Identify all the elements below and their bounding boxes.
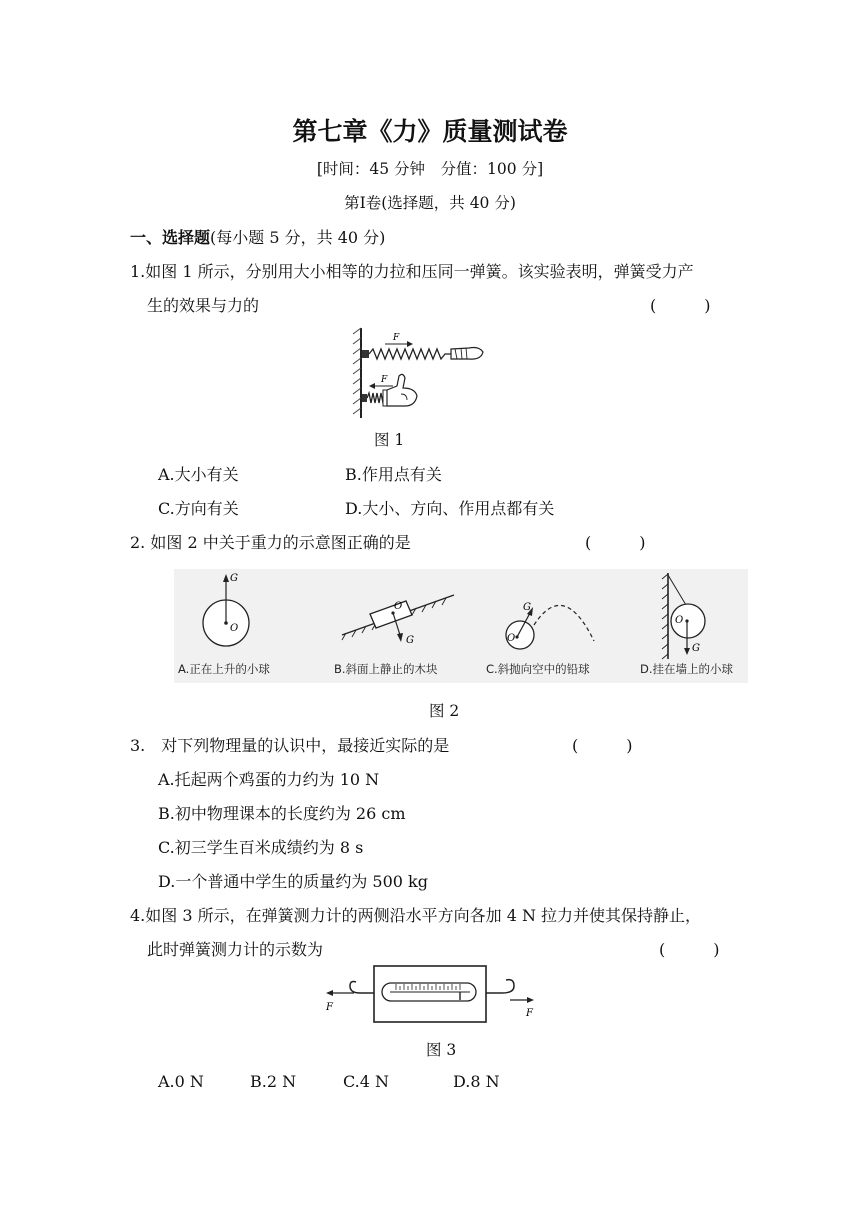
- panel-d-label: D.挂在墙上的小球: [640, 662, 734, 676]
- svg-text:O: O: [675, 615, 684, 626]
- question-3-bracket: ( ): [572, 736, 633, 755]
- svg-text:O: O: [394, 601, 403, 612]
- figure-1-caption: 图 1: [374, 431, 405, 449]
- svg-text:G: G: [230, 573, 238, 584]
- section-heading: [130, 225, 385, 248]
- figure-1-force-label-top: F: [393, 333, 400, 343]
- question-3-line1: 3. 对下列物理量的认识中，最接近实际的是: [130, 736, 450, 755]
- question-4-bracket: ( ): [659, 940, 720, 959]
- question-1-bracket: ( ): [650, 296, 711, 315]
- question-4-line2: 此时弹簧测力计的示数为: [147, 940, 324, 959]
- question-4-line1: 4.如图 3 所示，在弹簧测力计的两侧沿水平方向各加 4 N 拉力并使其保持静止，: [130, 906, 702, 925]
- panel-c-label: C.斜抛向空中的铅球: [486, 662, 590, 676]
- question-4-option-b: B.2 N: [250, 1072, 297, 1091]
- question-2-bracket: ( ): [585, 533, 646, 552]
- figure-2-gravity-diagrams: [174, 569, 748, 683]
- panel-b-label: B.斜面上静止的木块: [334, 662, 438, 676]
- figure-3-force-left: F: [326, 1002, 333, 1013]
- question-3-option-c: C.初三学生百米成绩约为 8 s: [158, 838, 364, 857]
- question-1-option-c: C.方向有关: [158, 499, 239, 518]
- figure-3-caption: 图 3: [426, 1041, 457, 1059]
- figure-3-spring-scale: [320, 960, 542, 1028]
- figure-1-spring: [345, 326, 490, 422]
- section-heading-note: (每小题 5 分，共 40 分): [210, 228, 386, 247]
- figure-3-force-right: F: [526, 1008, 533, 1019]
- question-3-option-a: A.托起两个鸡蛋的力约为 10 N: [158, 770, 380, 789]
- question-4-option-a: A.0 N: [158, 1072, 204, 1091]
- question-4-option-d: D.8 N: [453, 1072, 500, 1091]
- question-1-option-d: D.大小、方向、作用点都有关: [345, 499, 555, 518]
- svg-text:O: O: [230, 623, 239, 634]
- figure-1-force-label-bottom: F: [381, 375, 388, 385]
- question-1-line2: 生的效果与力的: [147, 296, 260, 315]
- svg-text:G: G: [692, 643, 700, 654]
- question-1-option-b: B.作用点有关: [345, 465, 442, 484]
- question-1-option-a: A.大小有关: [158, 465, 239, 484]
- panel-a-label: A.正在上升的小球: [178, 662, 270, 676]
- exam-info: [时间：45 分钟 分值：100 分]: [316, 160, 544, 178]
- question-3-option-b: B.初中物理课本的长度约为 26 cm: [158, 804, 406, 823]
- question-1-line1: 1.如图 1 所示，分别用大小相等的力拉和压同一弹簧。该实验表明，弹簧受力产: [130, 262, 694, 281]
- section-heading-bold: 一、选择题: [130, 228, 211, 247]
- svg-text:O: O: [507, 633, 516, 644]
- svg-text:G: G: [523, 602, 531, 613]
- svg-text:G: G: [406, 635, 414, 646]
- figure-2-caption: 图 2: [429, 702, 460, 720]
- question-4-option-c: C.4 N: [343, 1072, 390, 1091]
- page-title: 第七章《力》质量测试卷: [292, 117, 568, 146]
- question-3-option-d: D.一个普通中学生的质量约为 500 kg: [158, 872, 428, 891]
- part-title: 第Ⅰ卷(选择题，共 40 分): [344, 194, 516, 212]
- question-2-line1: 2. 如图 2 中关于重力的示意图正确的是: [130, 533, 411, 552]
